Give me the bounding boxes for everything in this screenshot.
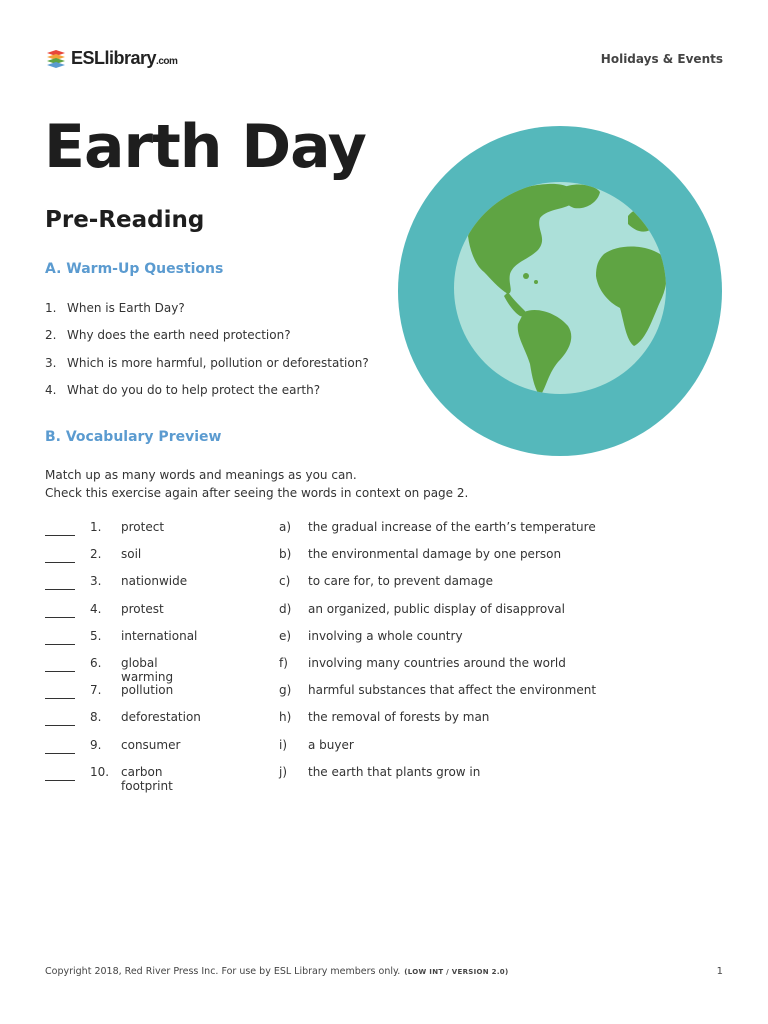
question-text: Why does the earth need protection? [67,328,291,343]
vocab-number: 8. [90,710,102,725]
vocab-number: 2. [90,547,102,562]
question-text: When is Earth Day? [67,301,185,315]
vocab-number: 4. [90,601,102,616]
definition-text: the removal of forests by man [308,710,490,725]
vocab-word: international [121,628,198,643]
logo-wordmark [71,48,177,69]
vocab-number: 9. [90,737,102,752]
answer-blank[interactable] [45,644,75,645]
category-label: Holidays & Events [600,52,723,66]
page-number: 1 [716,966,723,977]
answer-blank[interactable] [45,725,75,726]
instruction-line: Check this exercise again after seeing the words in context on page 2. [45,485,469,500]
version-label: (LOW INT / VERSION 2.0) [404,968,509,976]
vocab-number: 1. [90,520,102,534]
question-number: 2. [45,328,57,343]
vocab-word: nationwide [121,574,188,589]
definition-text: the gradual increase of the earth’s temperature [308,520,596,534]
vocab-word: consumer [121,737,181,752]
copyright-footer [45,966,508,977]
answer-blank[interactable] [45,780,75,781]
question-item [45,353,369,380]
vocab-number: 10. [90,764,110,779]
definition-letter: b) [279,547,292,562]
logo-text-com: .com [156,55,178,67]
question-number: 4. [45,382,57,397]
warm-up-heading: A. Warm-Up Questions [45,261,224,277]
question-number: 1. [45,301,57,315]
vocabulary-instructions [45,467,468,502]
definition-letter: f) [279,655,288,670]
definition-text: an organized, public display of disapproval [308,601,565,616]
vocab-word: soil [121,547,142,562]
definition-text: harmful substances that affect the environment [308,683,597,698]
question-item [45,325,369,352]
instruction-line: Match up as many words and meanings as you can. [45,468,357,482]
answer-blank[interactable] [45,562,75,563]
page-title: Earth Day [44,112,366,182]
definition-letter: e) [279,628,292,643]
vocab-word: protect [121,520,165,534]
definition-text: involving a whole country [308,628,463,643]
vocab-word: pollution [121,683,174,698]
question-item [45,298,369,325]
definition-text: the environmental damage by one person [308,547,562,562]
question-text: What do you do to help protect the earth? [67,382,321,397]
logo-text-library: library [104,47,157,68]
answer-blank[interactable] [45,671,75,672]
definition-text: a buyer [308,737,354,752]
vocab-number: 3. [90,574,102,589]
vocab-word: deforestation [121,710,201,725]
logo-text-esl: ESL [71,47,105,68]
vocab-number: 5. [90,628,102,643]
definition-letter: g) [279,683,292,698]
vocab-word: protest [121,601,164,616]
section-subtitle: Pre-Reading [45,207,205,233]
earth-globe-icon [398,126,722,456]
definition-letter: c) [279,574,291,589]
question-item [45,380,369,407]
definition-letter: j) [279,764,288,779]
esl-library-logo-icon [45,47,67,69]
warm-up-questions [45,298,369,407]
vocab-number: 6. [90,655,102,670]
question-text: Which is more harmful, pollution or deforestation? [67,355,369,370]
vocab-word: global warming [121,655,174,684]
vocab-number: 7. [90,683,102,698]
vocab-word: carbon footprint [121,764,173,793]
answer-blank[interactable] [45,535,75,536]
definition-letter: h) [279,710,292,725]
answer-blank[interactable] [45,698,75,699]
definition-text: to care for, to prevent damage [308,574,493,589]
vocabulary-heading: B. Vocabulary Preview [45,429,222,445]
copyright-text: Copyright 2018, Red River Press Inc. For use by ESL Library members only. [45,966,401,977]
esl-library-logo [45,45,177,71]
definition-letter: i) [279,737,288,752]
question-number: 3. [45,355,57,370]
definition-letter: d) [279,601,292,616]
definition-text: involving many countries around the world [308,655,566,670]
answer-blank[interactable] [45,589,75,590]
definition-text: the earth that plants grow in [308,764,481,779]
answer-blank[interactable] [45,753,75,754]
definition-letter: a) [279,520,292,534]
answer-blank[interactable] [45,617,75,618]
